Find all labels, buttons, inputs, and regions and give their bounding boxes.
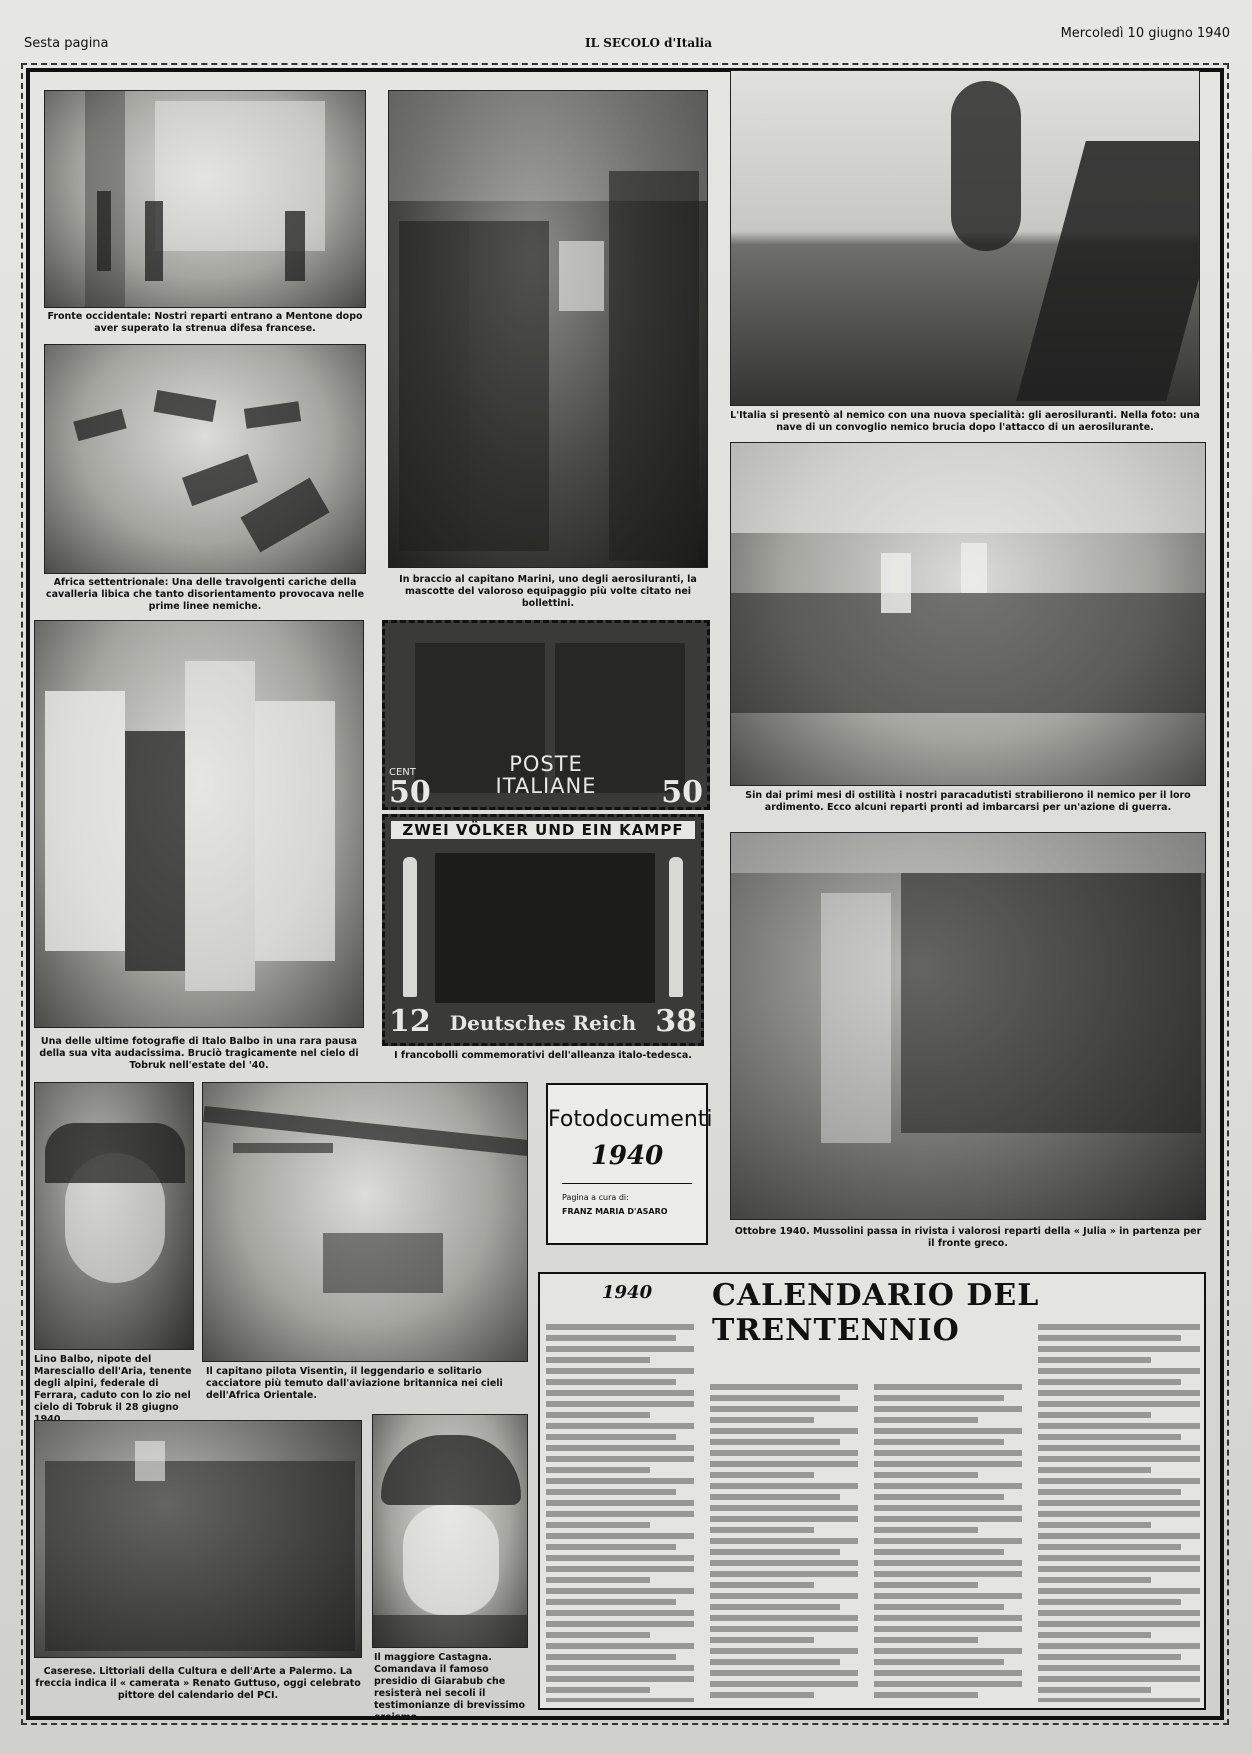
stamp1-value-right: 50 xyxy=(661,775,703,810)
stamp1-cent-label: CENT xyxy=(389,767,416,778)
caption-africa-settentrionale: Africa settentrionale: Una delle travolgenti cariche della cavalleria libica che tanto disorientamento provocava nelle prime linee nemiche. xyxy=(45,577,365,612)
credit-label: Pagina a cura di: xyxy=(562,1193,629,1202)
photo-paracadutisti xyxy=(730,442,1206,786)
page-label: Sesta pagina xyxy=(24,36,109,51)
photo-italo-balbo xyxy=(34,620,364,1028)
caption-italo-balbo: Una delle ultime fotografie di Italo Balbo in una rara pausa della sua vita audacissima. Bruciò tragicamente nel cielo di Tobruk nell'estate del '40. xyxy=(39,1036,359,1071)
photo-maggiore-castagna xyxy=(372,1414,528,1648)
photo-capitano-marini xyxy=(388,90,708,568)
caption-fronte-occidentale: Fronte occidentale: Nostri reparti entrano a Mentone dopo aver superato la strenua difesa francese. xyxy=(47,311,363,334)
caption-aerosiluranti: L'Italia si presentò al nemico con una nuova specialità: gli aerosiluranti. Nella foto: una nave di un convoglio nemico brucia dopo l'attacco di un aerosilurante. xyxy=(730,410,1200,433)
calendar-year: 1940 xyxy=(602,1282,653,1303)
photo-nave-in-fiamme xyxy=(730,70,1200,406)
photo-mentone xyxy=(44,90,366,308)
calendar-title: CALENDARIO DEL TRENTENNIO xyxy=(712,1278,1040,1348)
calendar-column-3 xyxy=(874,1384,1022,1702)
caption-littoriali: Caserese. Littoriali della Cultura e dell'Arte a Palermo. La freccia indica il « camerata » Renato Guttuso, oggi celebrato pittore del calendario del PCI. xyxy=(35,1666,361,1701)
page-header xyxy=(20,22,1230,52)
stamp1-text-line2: ITALIANE xyxy=(495,774,597,798)
caption-capitano-marini: In braccio al capitano Marini, uno degli aerosiluranti, la mascotte del valoroso equipaggio più volte citato nei bollettini. xyxy=(399,574,697,609)
caption-francobolli: I francobolli commemorativi dell'alleanza italo-tedesca. xyxy=(394,1050,692,1061)
photo-littoriali xyxy=(34,1420,362,1658)
photo-lino-balbo xyxy=(34,1082,194,1350)
photo-mussolini-rivista xyxy=(730,832,1206,1220)
eagle-icon xyxy=(669,857,683,997)
caption-paracadutisti: Sin dai primi mesi di ostilità i nostri paracadutisti strabilierono il nemico per il loro ardimento. Ecco alcuni reparti pronti ad imbarcarsi per un'azione di guerra. xyxy=(745,790,1191,813)
credit-name: FRANZ MARIA D'ASARO xyxy=(562,1207,668,1216)
caption-visentin: Il capitano pilota Visentin, il leggendario e solitario cacciatore più temuto dall'aviazione britannica nei cieli dell'Africa Orientale. xyxy=(206,1366,503,1401)
stamp2-value-right: 38 xyxy=(655,1004,697,1039)
calendario-del-trentennio xyxy=(538,1272,1206,1710)
calendar-column-2 xyxy=(710,1384,858,1702)
photo-visentin xyxy=(202,1082,528,1362)
stamp1-text-line1: POSTE xyxy=(509,752,583,776)
calendar-column-1 xyxy=(546,1324,694,1702)
calendar-column-4 xyxy=(1038,1324,1200,1702)
photo-cavalleria-libica xyxy=(44,344,366,574)
stamp1-value-left: 50 xyxy=(389,775,431,810)
page-date: Mercoledì 10 giugno 1940 xyxy=(1060,26,1230,41)
stamp2-value-left: 12 xyxy=(389,1004,431,1039)
fotodocumenti-title: Fotodocumenti xyxy=(548,1107,713,1132)
stamp-poste-italiane xyxy=(382,620,710,810)
newspaper-name: IL SECOLO d'Italia xyxy=(585,36,713,50)
stamp2-reich-text: Deutsches Reich xyxy=(449,1011,637,1035)
caption-lino-balbo: Lino Balbo, nipote del Maresciallo dell'Aria, tenente degli alpini, federale di Ferrara, caduto con lo zio nel cielo di Tobruk il 28 giugno xyxy=(34,1354,192,1413)
fotodocumenti-year: 1940 xyxy=(590,1141,664,1171)
stamp2-top-text: ZWEI VÖLKER UND EIN KAMPF xyxy=(391,821,695,839)
stamp-deutsches-reich xyxy=(382,814,704,1046)
fotodocumenti-box xyxy=(546,1083,713,1245)
fascio-icon xyxy=(403,857,417,997)
caption-castagna: Il maggiore Castagna. Comandava il famoso presidio di Giarabub che resisterà nei secoli il testimonianze di brevissimo eroismo. xyxy=(374,1652,526,1723)
caption-mussolini: Ottobre 1940. Mussolini passa in rivista i valorosi reparti della « Julia » in partenza per il fronte greco. xyxy=(734,1226,1202,1249)
